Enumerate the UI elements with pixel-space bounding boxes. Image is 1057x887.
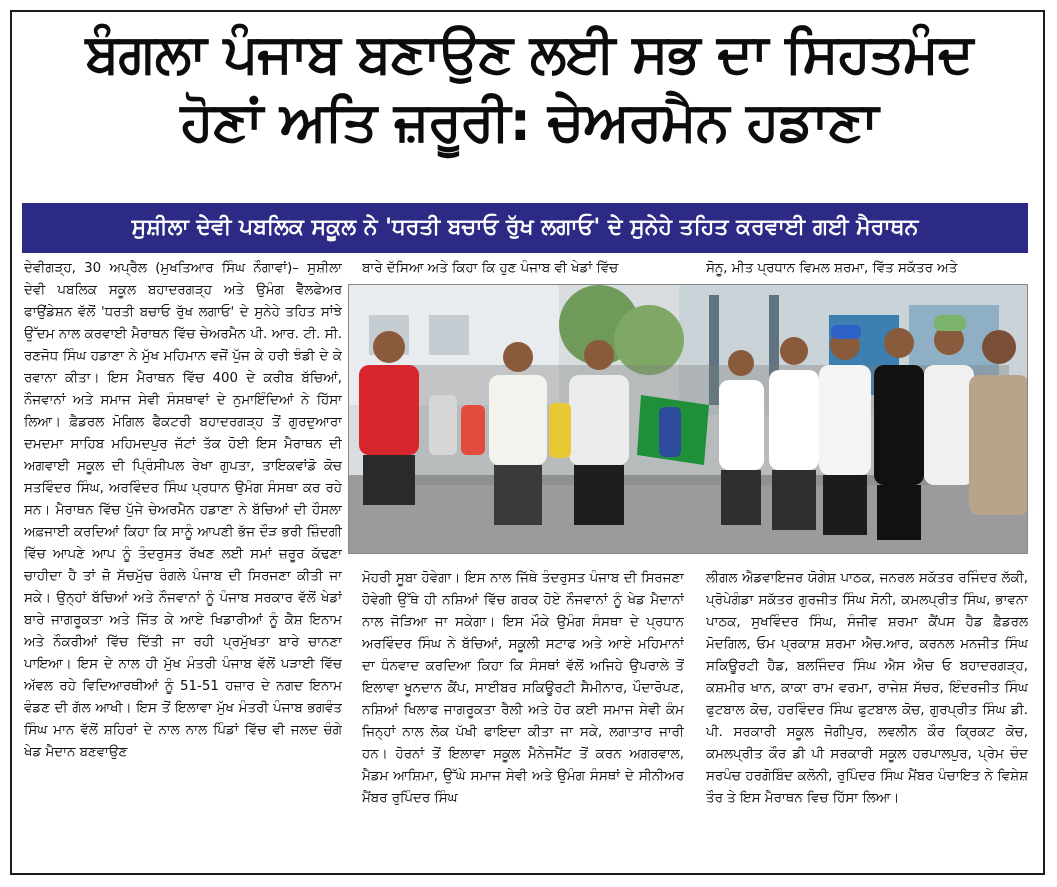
column-1-text: ਦੇਵੀਗੜ੍ਹ, 30 ਅਪ੍ਰੈਲ (ਮੁਖਤਿਆਰ ਸਿੰਘ ਨੌਗਾਵਾਂ)– ਸੁਸ਼ੀਲਾ ਦੇਵੀ ਪਬਲਿਕ ਸਕੂਲ ਬਹਾਦਰਗੜ੍ਹ ਅਤੇ ਉਮੰਗ ਵੈੱਲਫੇਅਰ ਫਾਉਂਡੇਸ਼ਨ ਵੱਲੋਂ 'ਧਰਤੀ ਬਚਾਓ ਰੁੱਖ ਲਗਾਓ' ਦੇ ਸੁਨੇਹੇ ਤਹਿਤ ਸਾਂਝੇ ਉੱਦਮ ਨਾਲ ਕਰਵਾਈ ਮੈਰਾਥਨ ਵਿੱਚ ਚੇਅਰਮੈਨ ਪੀ. ਆਰ. ਟੀ. ਸੀ. ਰਣਜੋਧ ਸਿੰਘ ਹਡਾਣਾ ਨੇ ਮੁੱਖ ਮਹਿਮਾਨ ਵਜੋਂ ਪੁੱਜ ਕੇ ਹਰੀ ਝੰਡੀ ਦੇ ਕੇ ਰਵਾਨਾ ਕੀਤਾ। ਇਸ ਮੈਰਾਥਨ ਵਿੱਚ 400 ਦੇ ਕਰੀਬ ਬੱਚਿਆਂ, ਨੌਜਵਾਨਾਂ ਅਤੇ ਸਮਾਜ ਸੇਵੀ ਸੰਸਥਾਵਾਂ ਦੇ ਨੁਮਾਇੰਦਿਆਂ ਨੇ ਹਿੱਸਾ ਲਿਆ। ਫ਼ੈਡਰਲ ਮੋਗਿਲ ਫੈਕਟਰੀ ਬਹਾਦਰਗੜ੍ਹ ਤੋਂ ਗੁਰਦੁਆਰਾ ਦਮਦਮਾ ਸਾਹਿਬ ਮਹਿਮਦਪੁਰ ਜੱਟਾਂ ਤੱਕ ਹੋਈ ਇਸ ਮੈਰਾਥਨ ਦੀ ਅਗਵਾਈ ਸਕੂਲ ਦੀ ਪ੍ਰਿੰਸੀਪਲ ਰੇਖਾ ਗੁਪਤਾ, ਤਾਇਕਵਾਂਡੋ ਕੋਚ ਸਤਵਿੰਦਰ ਸਿੰਘ, ਅਰਵਿੰਦਰ ਸਿੰਘ ਪ੍ਰਧਾਨ ਉਮੰਗ ਸੰਸਥਾ ਕਰ ਰਹੇ ਸਨ। ਮੈਰਾਥਨ ਵਿੱਚ ਪੁੱਜੇ ਚੇਅਰਮੈਨ ਹਡਾਣਾ ਨੇ ਬੱਚਿਆਂ ਦੀ ਹੌਸਲਾ ਅਫ਼ਜਾਈ ਕਰਦਿਆਂ ਕਿਹਾ ਕਿ ਸਾਨੂੰ ਆਪਣੀ ਭੱਜ ਦੌੜ ਭਰੀ ਜ਼ਿੰਦਗੀ ਵਿੱਚ ਆਪਣੇ ਆਪ ਨੂੰ ਤੰਦਰੁਸਤ ਰੱਖਣ ਲਈ ਸਮਾਂ ਜ਼ਰੂਰ ਕੱਢਣਾ ਚਾਹੀਦਾ ਹੈ ਤਾਂ ਜ਼ੋ ਸੱਚਮੁੱਚ ਰੰਗਲੇ ਪੰਜਾਬ ਦੀ ਸਿਰਜਣਾ ਕੀਤੀ ਜਾ ਸਕੇ। ਉਨ੍ਹਾਂ ਬੱਚਿਆਂ ਅਤੇ ਨੌਜਵਾਨਾਂ ਨੂੰ ਪੰਜਾਬ ਸਰਕਾਰ ਵੱਲੋਂ ਖੇਡਾਂ ਬਾਰੇ ਜਾਗਰੂਕਤਾ ਅਤੇ ਜਿੱਤ ਕੇ ਆਏ ਖਿਡਾਰੀਆਂ ਨੂੰ ਕੈਸ਼ ਇਨਾਮ ਅਤੇ ਨੌਕਰੀਆਂ ਵਿੱਚ ਦਿੱਤੀ ਜਾ ਰਹੀ ਪ੍ਰਮੁੱਖਤਾ ਬਾਰੇ ਚਾਨਣਾ ਪਾਇਆ। ਇਸ ਦੇ ਨਾਲ ਹੀ ਮੁੱਖ ਮੰਤਰੀ ਪੰਜਾਬ ਵੱਲੋਂ ਪੜਾਈ ਵਿੱਚ ਅੱਵਲ ਰਹੇ ਵਿਦਿਆਰਥੀਆਂ ਨੂੰ 51-51 ਹਜ਼ਾਰ ਦੇ ਨਗਦ ਇਨਾਮ ਵੰਡਣ ਦੀ ਗੱਲ ਆਖੀ। ਇਸ ਤੋਂ ਇਲਾਵਾ ਮੁੱਖ ਮੰਤਰੀ ਪੰਜਾਬ ਭਗਵੰਤ ਸਿੰਘ ਮਾਨ ਵੱਲੋਂ ਸ਼ਹਿਰਾਂ ਦੇ ਨਾਲ ਨਾਲ ਪਿੰਡਾਂ ਵਿੱਚ ਵੀ ਜਲਦ ਚੰਗੇ ਖੇਡ ਮੈਦਾਨ ਬਣਵਾਉਣ xyxy=(24,261,342,760)
article-column-2-top: ਬਾਰੇ ਦੱਸਿਆ ਅਤੇ ਕਿਹਾ ਕਿ ਹੁਣ ਪੰਜਾਬ ਵੀ ਖੇਡਾਂ ਵਿੱਚ xyxy=(362,261,619,276)
article-column-3-top: ਸੋਨੂ, ਮੀਤ ਪ੍ਰਧਾਨ ਵਿਮਲ ਸ਼ਰਮਾ, ਵਿੱਤ ਸਕੱਤਰ ਅਤੇ xyxy=(706,261,958,276)
column-2-text: ਮੋਹਰੀ ਸੂਬਾ ਹੋਵੇਗਾ। ਇਸ ਨਾਲ ਜਿੱਥੇ ਤੰਦਰੁਸਤ ਪੰਜਾਬ ਦੀ ਸਿਰਜਣਾ ਹੋਵੇਗੀ ਉੱਥੇ ਹੀ ਨਸ਼ਿਆਂ ਵਿੱਚ ਗਰਕ ਹੋਏ ਨੌਜਵਾਨਾਂ ਨੂੰ ਖੇਡ ਮੈਦਾਨਾਂ ਨਾਲ ਜੋੜਿਆ ਜਾ ਸਕੇਗਾ। ਇਸ ਮੌਕੇ ਉਮੰਗ ਸੰਸਥਾ ਦੇ ਪ੍ਰਧਾਨ ਅਰਵਿੰਦਰ ਸਿੰਘ ਨੇ ਬੱਚਿਆਂ, ਸਕੂਲੀ ਸਟਾਫ ਅਤੇ ਆਏ ਮਹਿਮਾਨਾਂ ਦਾ ਧੰਨਵਾਦ ਕਰਦਿਆ ਕਿਹਾ ਕਿ ਸੰਸਥਾਂ ਵੱਲੋਂ ਅਜਿਹੇ ਉਪਰਾਲੇ ਤੋਂ ਇਲਾਵਾ ਖੂਨਦਾਨ ਕੈਂਪ, ਸਾਈਬਰ ਸਕਿਊਰਟੀ ਸੈਮੀਨਾਰ, ਪੌਦਾਰੋਪਣ, ਨਸ਼ਿਆਂ ਖਿਲਾਫ ਜਾਗਰੂਕਤਾ ਰੈਲੀ ਅਤੇ ਹੋਰ ਕਈ ਸਮਾਜ ਸੇਵੀ ਕੰਮ ਜਿਨ੍ਹਾਂ ਨਾਲ ਲੋਕ ਪੱਖੀ ਫਾਇਦਾ ਕੀਤਾ ਜਾ ਸਕੇ, ਲਗਾਤਾਰ ਜਾਰੀ ਹਨ। ਹੋਰਨਾਂ ਤੋਂ ਇਲਾਵਾ ਸਕੂਲ ਮੈਨੇਜਮੈਂਟ ਤੋਂ ਕਰਨ ਅਗਰਵਾਲ, ਮੈਡਮ ਆਸ਼ਿਮਾ, ਉੱਘੇ ਸਮਾਜ ਸੇਵੀ ਅਤੇ ਉਮੰਗ ਸੰਸਥਾਂ ਦੇ ਸੀਨੀਅਰ ਮੈਂਬਰ ਰੁਪਿੰਦਰ ਸਿੰਘ xyxy=(362,571,684,806)
article-column-2 xyxy=(362,568,684,870)
article-column-1 xyxy=(24,258,342,870)
subheadline-banner: ਸੁਸ਼ੀਲਾ ਦੇਵੀ ਪਬਲਿਕ ਸਕੂਲ ਨੇ 'ਧਰਤੀ ਬਚਾਓ ਰੁੱਖ ਲਗਾਓ' ਦੇ ਸੁਨੇਹੇ ਤਹਿਤ ਕਰਵਾਈ ਗਈ ਮੈਰਾਥਨ xyxy=(22,203,1028,253)
marathon-photo xyxy=(348,284,1028,554)
headline-line-1: ਬੰਗਲਾ ਪੰਜਾਬ ਬਣਾਉਣ ਲਈ ਸਭ ਦਾ ਸਿਹਤਮੰਦ xyxy=(85,22,973,85)
article-column-3 xyxy=(706,568,1028,870)
headline xyxy=(24,20,1034,156)
column-3-text: ਲੀਗਲ ਐਡਵਾਇਜਰ ਯੋਗੇਸ਼ ਪਾਠਕ, ਜਨਰਲ ਸਕੱਤਰ ਰਜਿੰਦਰ ਲੱਕੀ, ਪ੍ਰੋਪੇਗੰਡਾ ਸਕੱਤਰ ਗੁਰਜੀਤ ਸਿੰਘ ਸੋਨੀ, ਕਮਲਪ੍ਰੀਤ ਸਿੰਘ, ਭਾਵਨਾ ਪਾਠਕ, ਸੁਖਵਿੰਦਰ ਸਿੰਘ, ਸੰਜੀਵ ਸ਼ਰਮਾ ਕੈਂਪਸ ਹੈਡ ਫ਼ੈਡਰਲ ਮੋਦਗਿਲ, ਓਮ ਪ੍ਰਕਾਸ਼ ਸ਼ਰਮਾ ਐਚ.ਆਰ, ਕਰਨਲ ਮਨਜੀਤ ਸਿੰਘ ਸਕਿਊਰਟੀ ਹੈਡ, ਬਲਜਿੰਦਰ ਸਿੰਘ ਐਸ ਐਚ ਓ ਬਹਾਦਰਗੜ੍ਹ, ਕਸ਼ਮੀਰ ਖਾਨ, ਕਾਕਾ ਰਾਮ ਵਰਮਾ, ਰਾਜੇਸ਼ ਸੱਚਰ, ਇੰਦਰਜੀਤ ਸਿੰਘ ਫੁਟਬਾਲ ਕੋਚ, ਹਰਵਿੰਦਰ ਸਿੰਘ ਫੁਟਬਾਲ ਕੋਚ, ਗੁਰਪ੍ਰੀਤ ਸਿੰਘ ਡੀ. ਪੀ. ਸਰਕਾਰੀ ਸਕੂਲ ਜੋਗੀਪੁਰ, ਲਵਲੀਨ ਕੌਰ ਕ੍ਰਿਕਟ ਕੋਚ, ਕਮਲਪ੍ਰੀਤ ਕੌਰ ਡੀ ਪੀ ਸਰਕਾਰੀ ਸਕੂਲ ਹਰਪਾਲਪੁਰ, ਪ੍ਰੇਮ ਚੰਦ ਸਰਪੰਚ ਹਰਗੋਬਿੰਦ ਕਲੋਨੀ, ਰੁਪਿੰਦਰ ਸਿੰਘ ਮੈਂਬਰ ਪੰਚਾਇਤ ਨੇ ਵਿਸ਼ੇਸ਼ ਤੌਰ ਤੇ ਇਸ ਮੈਰਾਥਨ ਵਿਚ ਹਿੱਸਾ ਲਿਆ। xyxy=(706,571,1028,806)
headline-line-2: ਹੋਣਾਂ ਅਤਿ ਜ਼ਰੂਰੀ: ਚੇਅਰਮੈਨ ਹਡਾਣਾ xyxy=(180,90,878,153)
marathon-photo-illustration xyxy=(349,285,1028,554)
